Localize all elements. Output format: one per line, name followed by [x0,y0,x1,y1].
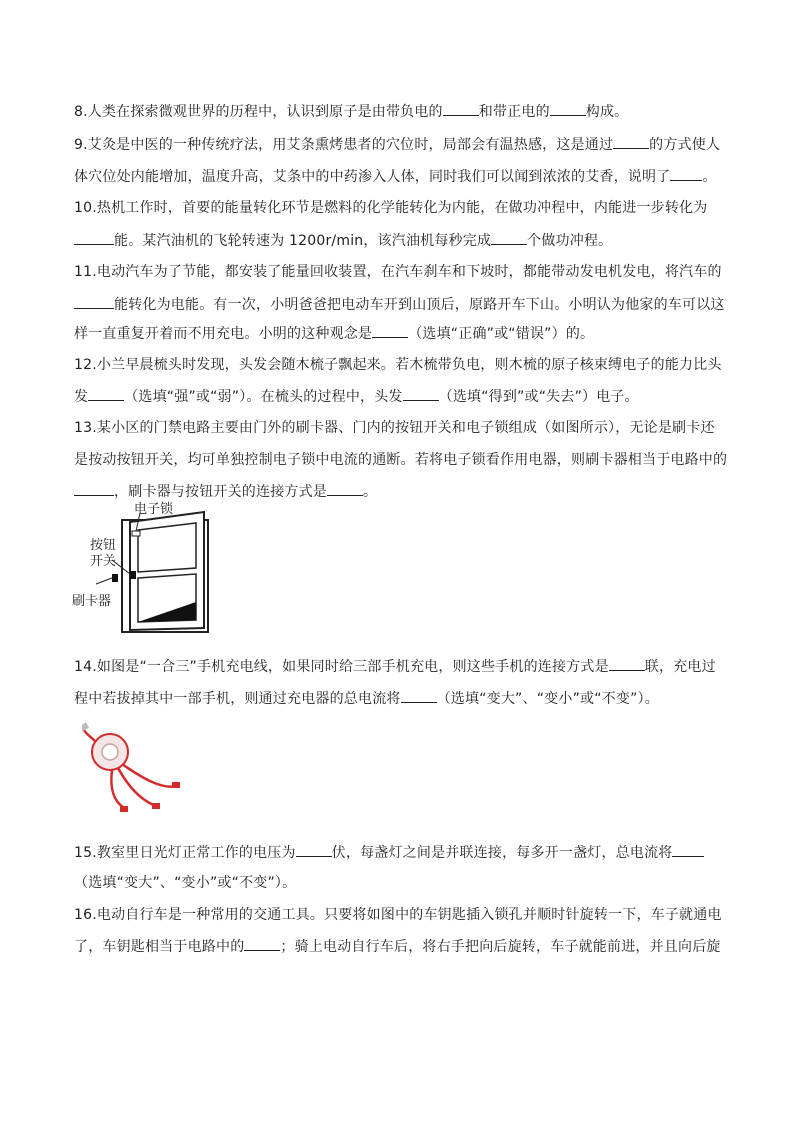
q9-text: 的方式使人 [649,137,721,153]
question-16-line-2 [74,936,721,957]
charging-cable-figure [82,720,182,816]
q14-text: 联，充电过 [644,659,716,675]
lock-label: 电子锁 [134,502,174,517]
cable-drawing [82,720,182,816]
question-9-line-1 [74,134,720,155]
answer-blank[interactable] [372,323,408,338]
answer-blank[interactable] [550,101,586,116]
q12-text: 12.小兰早晨梳头时发现，头发会随木梳子飘起来。若木梳带负电，则木梳的原子核束缚电子的能力比头 [74,357,722,373]
q8-text-c: 构成。 [585,104,629,120]
cable-1 [122,764,178,787]
question-13-line-2 [74,450,727,470]
question-13-line-1 [74,418,715,438]
q14-text: 程中若拔掉其中一部手机，则通过充电器的总电流将 [74,691,401,707]
answer-blank[interactable] [491,230,527,245]
question-10-line-2 [74,230,612,251]
answer-blank[interactable] [74,481,114,496]
question-11-line-3 [74,323,594,344]
q12-text: 发 [74,389,89,405]
answer-blank[interactable] [74,294,114,309]
connector-2 [152,803,160,809]
answer-blank[interactable] [403,386,439,401]
lock-box [132,531,140,536]
q15-text: 15.教室里日光灯正常工作的电压为 [74,845,296,861]
door-access-figure [72,498,222,638]
question-10-line-1 [74,198,707,218]
question-11-line-2 [74,294,725,315]
q14-text: （选填“变大”、“变小”或“不变”）。 [436,691,659,707]
q11-text: 样一直重复开着而不用充电。小明的这种观念是 [74,326,373,342]
answer-blank[interactable] [74,230,114,245]
answer-blank[interactable] [88,386,124,401]
q13-text: 。 [363,484,378,500]
button-label-line-2: 开关 [90,554,117,569]
question-12-line-2 [74,386,639,407]
q12-text: （选填“得到”或“失去”）电子。 [438,389,639,405]
question-14-line-2 [74,688,659,709]
q16-text: ；骑上电动自行车后，将右手把向后旋转，车子就能前进，并且向后旋 [280,939,721,955]
q13-text: 是按动按钮开关，均可单独控制电子锁中电流的通断。若将电子锁看作用电器，则刷卡器相当于电路中的 [74,452,728,468]
answer-blank[interactable] [401,688,437,703]
q9-text: 。 [702,169,717,185]
button-switch [130,571,136,579]
q10-text: 能。某汽油机的飞轮转速为 1200r/min，该汽油机每秒完成 [114,233,492,249]
answer-blank[interactable] [613,134,649,149]
reader-leader-line [96,578,112,584]
answer-blank[interactable] [244,936,280,951]
answer-blank[interactable] [327,481,363,496]
upper-window [138,523,196,572]
question-15-line-1 [74,842,704,863]
q10-text: 10.热机工作时，首要的能量转化环节是燃料的化学能转化为内能，在做功冲程中，内能进一步转化为 [74,200,708,216]
q16-text: 16.电动自行车是一种常用的交通工具。只要将如图中的车钥匙插入锁孔并顺时针旋转一下，车子就通电 [74,907,722,923]
q11-text: （选填“正确”或“错误”）的。 [408,326,595,342]
reel-hub [102,744,118,760]
button-label-line-1: 按钮 [90,538,117,553]
q15-text: 伏，每盏灯之间是并联连接，每多开一盏灯，总电流将 [331,845,673,861]
question-16-line-1 [74,905,722,925]
q13-text: ，刷卡器与按钮开关的连接方式是 [114,484,327,500]
answer-blank[interactable] [672,842,704,857]
question-15-line-2 [74,873,296,893]
q15-text: （选填“变大”、“变小”或“不变”）。 [74,875,297,891]
question-11-line-1 [74,262,722,282]
question-12-line-1 [74,355,722,375]
question-8 [74,101,628,122]
q14-text: 14.如图是“一合三”手机充电线，如果同时给三部手机充电，则这些手机的连接方式是 [74,659,609,675]
reader-label: 刷卡器 [72,594,112,609]
q16-text: 了，车钥匙相当于电路中的 [74,939,245,955]
q8-text-a: 8.人类在探索微观世界的历程中，认识到原子是由带负电的 [74,104,443,120]
question-9-line-2 [74,166,717,187]
q8-text-b: 和带正电的 [478,104,550,120]
answer-blank[interactable] [670,166,702,181]
answer-blank[interactable] [296,842,332,857]
card-reader [112,574,118,582]
q10-text: 个做功冲程。 [527,233,613,249]
q9-text: 体穴位处内能增加，温度升高，艾条中的中药渗入人体，同时我们可以闻到浓浓的艾香，说明了 [74,169,671,185]
q13-text: 13.某小区的门禁电路主要由门外的刷卡器、门内的按钮开关和电子锁组成（如图所示），无论是刷卡还 [74,420,715,436]
answer-blank[interactable] [609,656,645,671]
connector-3 [120,806,128,812]
q11-text: 能转化为电能。有一次，小明爸爸把电动车开到山顶后，原路开车下山。小明认为他家的车可以这 [114,297,725,313]
usb-cable [84,730,96,742]
answer-blank[interactable] [443,101,479,116]
q9-text: 9.艾灸是中医的一种传统疗法，用艾条熏烤患者的穴位时，局部会有温热感，这是通过 [74,137,614,153]
q12-text: （选填“强”或“弱”）。在梳头的过程中，头发 [124,389,403,405]
connector-1 [172,782,180,788]
q11-text: 11.电动汽车为了节能，都安装了能量回收装置，在汽车刹车和下坡时，都能带动发电机发电，将汽车的 [74,264,722,280]
question-14-line-1 [74,656,716,677]
